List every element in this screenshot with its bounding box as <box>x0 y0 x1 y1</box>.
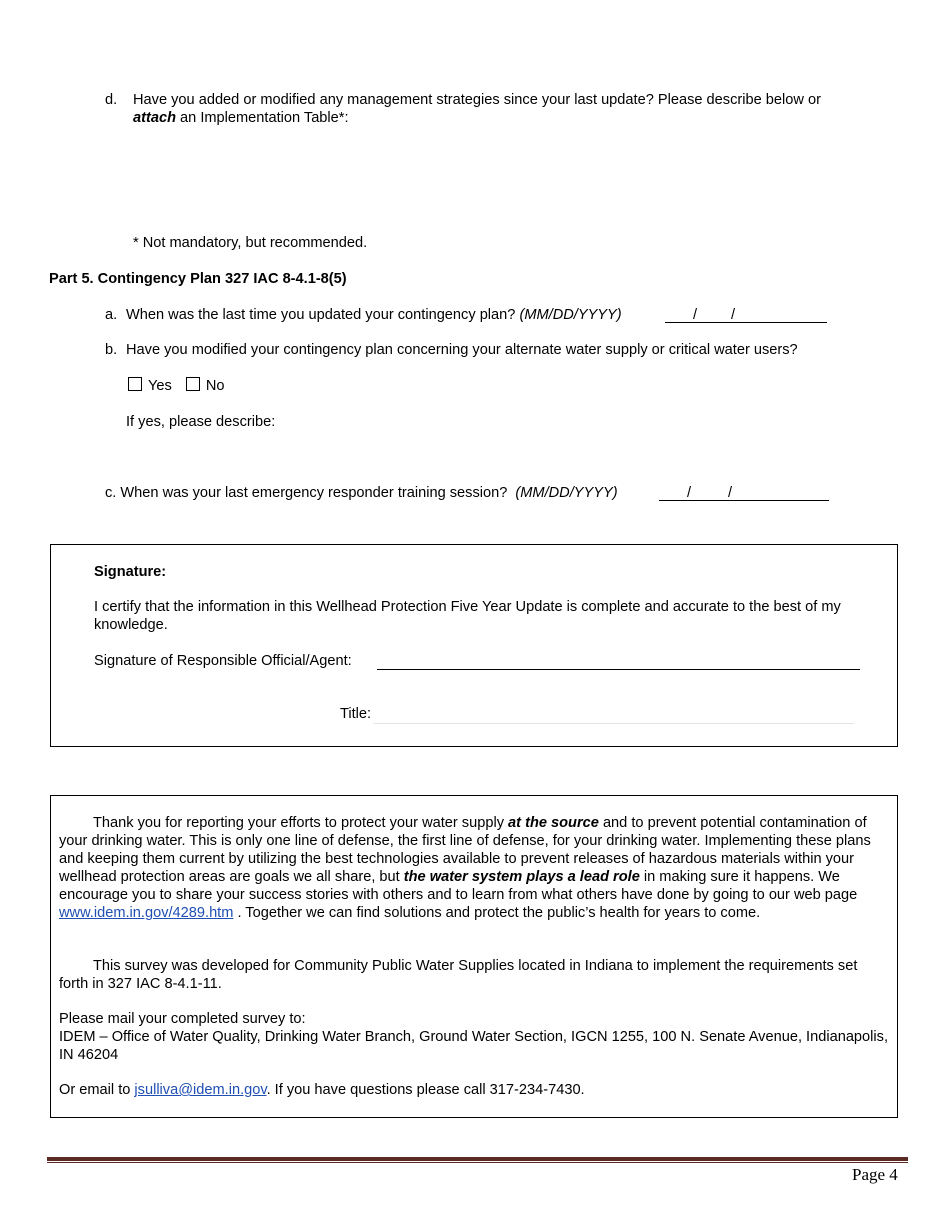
official-label: Signature of Responsible Official/Agent: <box>94 653 352 669</box>
question-d-text <box>133 91 893 127</box>
date-slash-1: / <box>693 307 698 323</box>
certify-text: I certify that the information in this Wellhead Protection Five Year Update is complete and accurate to the best of my knowledge. <box>94 599 841 633</box>
date-slash-4: / <box>728 485 733 501</box>
question-d-text-part2: an Implementation Table*: <box>175 110 349 126</box>
describe-label: If yes, please describe: <box>126 414 276 430</box>
notice-p1-emphasis-2: the water system plays a lead role <box>403 869 640 885</box>
notice-paragraph-4 <box>59 1081 889 1099</box>
question-a <box>126 306 622 324</box>
question-a-format: (MM/DD/YYYY) <box>519 307 622 323</box>
question-a-marker: a. <box>105 307 118 323</box>
part5-heading: Part 5. Contingency Plan 327 IAC 8-4.1-8(5) <box>49 271 347 287</box>
footer-rule <box>47 1157 908 1161</box>
mail-label: Please mail your completed survey to: <box>59 1011 306 1027</box>
no-checkbox[interactable] <box>186 377 200 391</box>
question-d-marker: d. <box>105 92 118 108</box>
title-field[interactable] <box>373 707 854 724</box>
page-number: Page 4 <box>852 1165 898 1184</box>
signature-box <box>50 544 898 747</box>
email-suffix: . If you have questions please call 317-234-7430. <box>266 1082 585 1098</box>
yes-no-group <box>128 377 225 395</box>
no-label: No <box>205 378 225 394</box>
official-signature-field[interactable] <box>377 653 860 670</box>
attach-word: attach <box>133 110 176 126</box>
notice-p1-a: Thank you for reporting your efforts to protect your water supply <box>93 815 509 831</box>
footer-rule-thin <box>47 1162 908 1163</box>
title-label: Title: <box>340 706 372 722</box>
notice-p1-e: in making sure it happens. We encourage you to share your success stories with others and to learn from what others have done by going to our web page <box>59 869 858 903</box>
email-prefix: Or email to <box>59 1082 135 1098</box>
question-c-text: c. When was your last emergency responder training session? <box>105 485 508 501</box>
notice-p1-f: . Together we can find solutions and protect the public’s health for years to come. <box>233 905 761 921</box>
notice-paragraph-3 <box>59 1010 889 1064</box>
yes-checkbox[interactable] <box>128 377 142 391</box>
question-b-text: Have you modified your contingency plan concerning your alternate water supply or critical water users? <box>126 342 798 358</box>
question-d-text-part1: Have you added or modified any management strategies since your last update? Please describe below or <box>133 92 821 108</box>
notice-paragraph-1 <box>59 814 889 922</box>
signature-heading: Signature: <box>94 564 167 580</box>
notice-paragraph-2: This survey was developed for Community Public Water Supplies located in Indiana to implement the requirements set forth in 327 IAC 8-4.1-11. <box>59 958 858 992</box>
contingency-date-field[interactable] <box>665 306 827 323</box>
question-b-marker: b. <box>105 342 118 358</box>
mail-address: IDEM – Office of Water Quality, Drinking Water Branch, Ground Water Section, IGCN 1255, 100 N. Senate Avenue, Indianapolis, IN 46204 <box>59 1029 888 1063</box>
date-slash-3: / <box>687 485 692 501</box>
training-date-field[interactable] <box>659 484 829 501</box>
yes-label: Yes <box>148 378 172 394</box>
date-slash-2: / <box>731 307 736 323</box>
question-c-format: (MM/DD/YYYY) <box>515 485 618 501</box>
question-a-text: When was the last time you updated your contingency plan? <box>126 307 516 323</box>
footnote: * Not mandatory, but recommended. <box>133 235 368 251</box>
notice-p1-emphasis-1: at the source <box>508 815 599 831</box>
web-page-link[interactable]: www.idem.in.gov/4289.htm <box>59 905 234 921</box>
question-c <box>105 484 618 502</box>
email-link[interactable]: jsulliva@idem.in.gov <box>134 1082 267 1098</box>
notice-p1-c: and to prevent potential contamination of your drinking water. This is only one line of defense, the first line of defense, for your drinking water. Implementing these plans and keeping them current by utilizing the best technologies available to prevent releases of hazardous materials within your wellhead protection areas are goals we all share, but <box>59 815 871 885</box>
